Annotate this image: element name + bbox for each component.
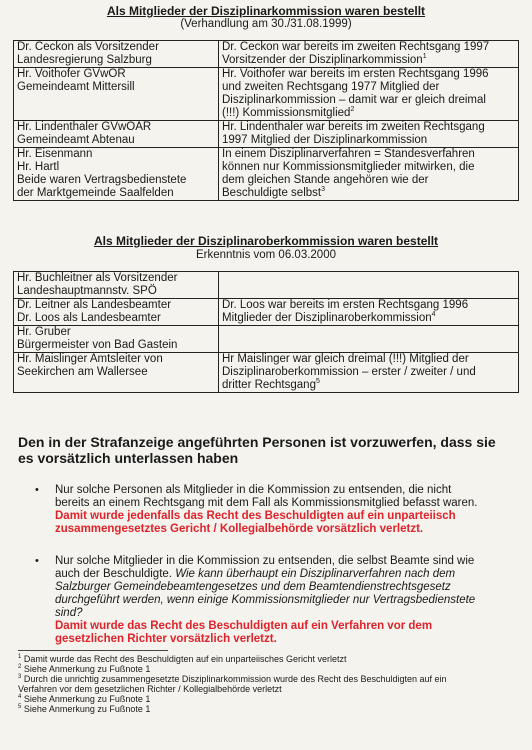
section2-title: Als Mitglieder der Disziplinaroberkommission waren bestellt xyxy=(93,234,439,248)
member-cell: Hr. Gruber Bürgermeister von Bad Gastein xyxy=(14,326,219,353)
remark-cell xyxy=(219,272,519,299)
member-cell: Hr. Voithofer GVwOR Gemeindeamt Mittersill xyxy=(14,68,219,121)
remark-cell: Dr. Loos war bereits im ersten Rechtsgang 1996 Mitglieder der Disziplinaroberkommission$^4$ xyxy=(219,299,519,326)
footnote-divider xyxy=(18,650,168,651)
list-item: Nur solche Mitglieder in die Kommission zu entsenden, die selbst Beamte sind wie auch der Beschuldigte. Wie kann überhaupt ein Disziplinarverfahren nach dem Salzburger Gemeindebeamtengesetzes und dem Beamtendienstrechtsgesetz durchgeführt werden, wenn einige Kommissionsmitglieder nur Vertragsbedienstete sind? Damit wurde das Recht des Beschuldigten auf ein Verfahren vor dem gesetzlichen Richter vorsätzlich verletzt. xyxy=(55,555,476,645)
remark-cell: In einem Disziplinarverfahren = Standesverfahren können nur Kommissionsmitglieder mitwirken, die dem gleichen Stande angehören wie der Beschuldigte selbst$^3$ xyxy=(219,148,519,201)
table-row xyxy=(14,121,519,148)
commission-table xyxy=(13,40,519,201)
list-item: Nur solche Personen als Mitglieder in die Kommission zu entsenden, die nicht bereits an einem Rechtsgang mit dem Fall als Kommissionsmitglied befasst waren. Damit wurde jedenfalls das Recht des Beschuldigten auf ein unparteiisch zusammengesetztes Gericht / Kollegialbehörde vorsätzlich verletzt. xyxy=(55,484,478,535)
accusation-heading: Den in der Strafanzeige angeführten Personen ist vorzuwerfen, dass sie es vorsätzlich unterlassen haben xyxy=(18,434,496,466)
footnote-ref: 1 xyxy=(422,53,427,61)
remark-cell: Hr Maislinger war gleich dreimal (!!!) Mitglied der Disziplinaroberkommission – erster / zweiter / und dritter Rechtsgang$^5$ xyxy=(219,353,519,393)
remark-cell xyxy=(219,326,519,353)
section1-subtitle: (Verhandlung am 30./31.08.1999) xyxy=(180,18,352,30)
section1-title: Als Mitglieder der Disziplinarkommission waren bestellt xyxy=(106,4,426,18)
remark-cell: Dr. Ceckon war bereits im zweiten Rechtsgang 1997 Vorsitzender der Disziplinarkommission$^1$ xyxy=(219,41,519,68)
remark-cell: Hr. Voithofer war bereits im ersten Rechtsgang 1996 und zweiten Rechtsgang 1977 Mitglied der Disziplinarkommission – damit war er gleich dreimal (!!!) Kommissionsmitglied$^2$ xyxy=(219,68,519,121)
table-row xyxy=(14,353,519,393)
member-cell: Hr. Lindenthaler GVwOAR Gemeindeamt Abtenau xyxy=(14,121,219,148)
footnote-ref: 3 xyxy=(321,186,325,194)
member-cell: Hr. Buchleitner als Vorsitzender Landeshauptmannstv. SPÖ xyxy=(14,272,219,299)
table-row xyxy=(14,68,519,121)
footnotes xyxy=(18,654,518,714)
footnote: $^5$ Siehe Anmerkung zu Fußnote 1 xyxy=(18,704,151,714)
member-cell: Hr. Eisenmann Hr. Hartl Beide waren Vertragsbedienstete der Marktgemeinde Saalfelden xyxy=(14,148,219,201)
footnote-ref: 4 xyxy=(431,311,436,319)
table-row xyxy=(14,148,519,201)
table-row xyxy=(14,299,519,326)
footnote: $^2$ Siehe Anmerkung zu Fußnote 1 xyxy=(18,664,151,674)
section2-subtitle: Erkenntnis vom 06.03.2000 xyxy=(195,249,336,261)
bullet-icon: • xyxy=(35,484,39,496)
member-cell: Hr. Maislinger Amtsleiter von Seekirchen am Wallersee xyxy=(14,353,219,393)
table-row xyxy=(14,326,519,353)
footnote: Verfahren vor dem gesetzlichen Richter / Kollegialbehörde verletzt xyxy=(18,684,282,694)
member-cell: Dr. Leitner als Landesbeamter Dr. Loos als Landesbeamter xyxy=(14,299,219,326)
oberkommission-table xyxy=(13,271,519,393)
footnote-ref: 2 xyxy=(350,106,355,114)
footnote: $^4$ Siehe Anmerkung zu Fußnote 1 xyxy=(18,694,151,704)
remark-cell: Hr. Lindenthaler war bereits im zweiten Rechtsgang 1997 Mitglied der Disziplinarkommission xyxy=(219,121,519,148)
table-row xyxy=(14,41,519,68)
footnote: $^3$ Durch die unrichtig zusammengesetzte Disziplinarkommission wurde des Recht des Beschuldigten auf ein xyxy=(18,674,447,684)
footnote: $^1$ Damit wurde das Recht des Beschuldigten auf ein unparteiisches Gericht verletzt xyxy=(18,654,347,664)
table-row xyxy=(14,272,519,299)
member-cell: Dr. Ceckon als Vorsitzender Landesregierung Salzburg xyxy=(14,41,219,68)
bullet-icon: • xyxy=(35,555,39,567)
footnote-ref: 5 xyxy=(315,378,320,386)
